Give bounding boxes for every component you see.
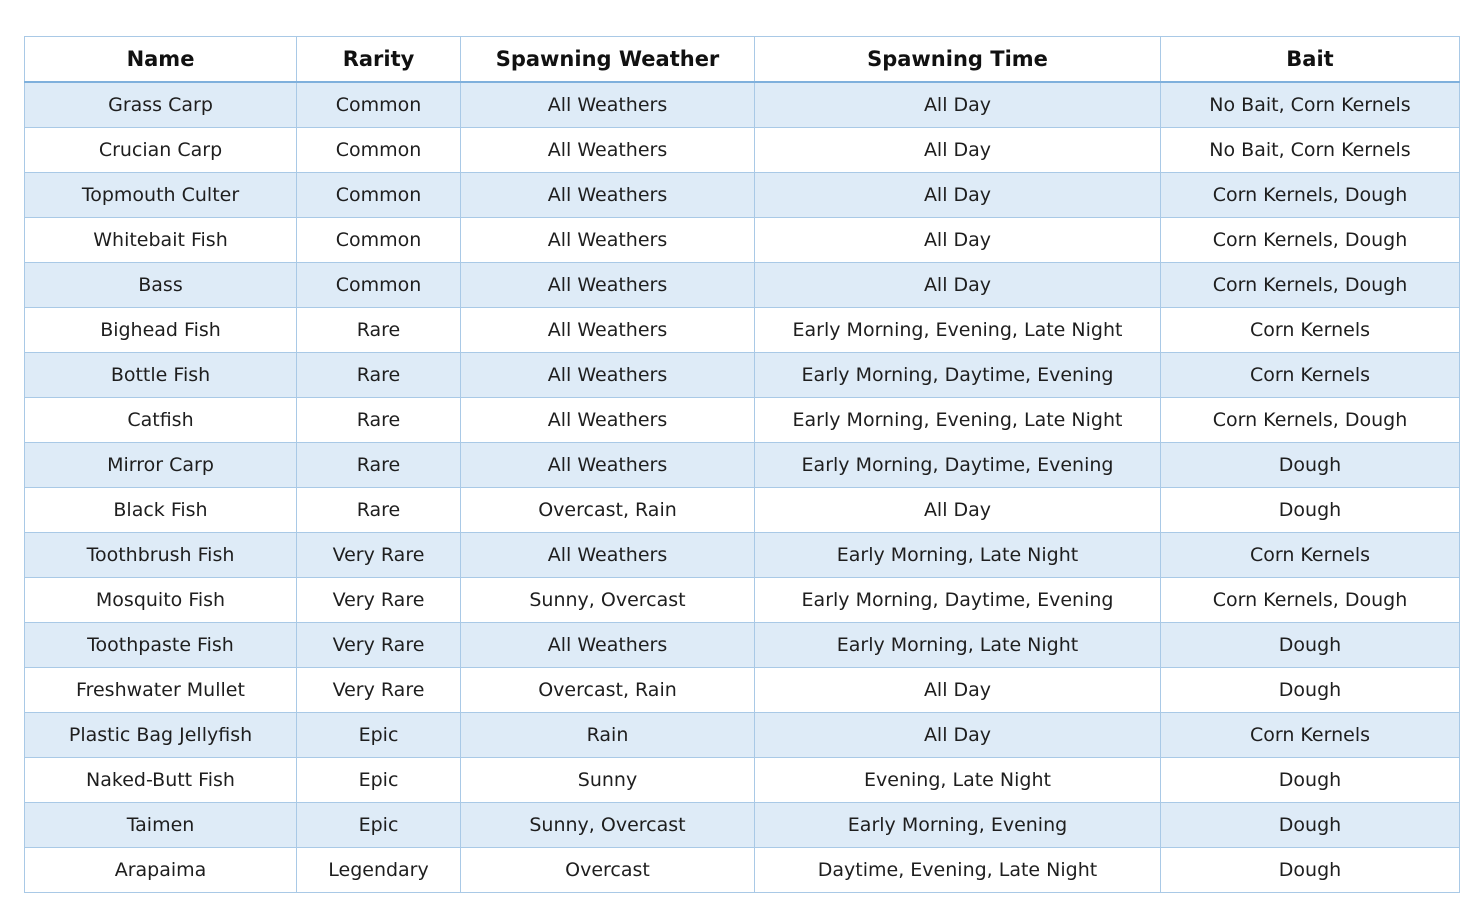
table-row xyxy=(25,218,1460,263)
cell-spawning-time: All Day xyxy=(755,713,1161,758)
table-header xyxy=(25,37,1460,83)
cell-spawning-time: Early Morning, Evening, Late Night xyxy=(755,398,1161,443)
cell-spawning-weather: All Weathers xyxy=(461,353,755,398)
cell-bait: Dough xyxy=(1161,848,1460,893)
table-row xyxy=(25,488,1460,533)
cell-name: Taimen xyxy=(25,803,297,848)
cell-spawning-time: Early Morning, Late Night xyxy=(755,533,1161,578)
cell-bait: Dough xyxy=(1161,488,1460,533)
cell-name: Catfish xyxy=(25,398,297,443)
cell-spawning-time: Evening, Late Night xyxy=(755,758,1161,803)
cell-name: Plastic Bag Jellyfish xyxy=(25,713,297,758)
cell-name: Arapaima xyxy=(25,848,297,893)
header-spawning-time: Spawning Time xyxy=(755,37,1161,83)
cell-spawning-time: Early Morning, Evening, Late Night xyxy=(755,308,1161,353)
cell-spawning-weather: Overcast xyxy=(461,848,755,893)
cell-spawning-weather: All Weathers xyxy=(461,128,755,173)
cell-rarity: Common xyxy=(297,82,461,128)
cell-name: Crucian Carp xyxy=(25,128,297,173)
cell-spawning-weather: Sunny, Overcast xyxy=(461,578,755,623)
cell-spawning-time: All Day xyxy=(755,128,1161,173)
cell-bait: Corn Kernels xyxy=(1161,713,1460,758)
cell-name: Naked-Butt Fish xyxy=(25,758,297,803)
cell-bait: Dough xyxy=(1161,443,1460,488)
cell-bait: Corn Kernels, Dough xyxy=(1161,218,1460,263)
header-bait: Bait xyxy=(1161,37,1460,83)
cell-bait: No Bait, Corn Kernels xyxy=(1161,128,1460,173)
cell-spawning-weather: All Weathers xyxy=(461,398,755,443)
cell-bait: Corn Kernels, Dough xyxy=(1161,578,1460,623)
cell-name: Mirror Carp xyxy=(25,443,297,488)
cell-spawning-weather: Rain xyxy=(461,713,755,758)
header-row xyxy=(25,37,1460,83)
cell-name: Bottle Fish xyxy=(25,353,297,398)
cell-rarity: Very Rare xyxy=(297,533,461,578)
cell-rarity: Common xyxy=(297,218,461,263)
cell-rarity: Rare xyxy=(297,308,461,353)
table-row xyxy=(25,173,1460,218)
cell-spawning-time: All Day xyxy=(755,82,1161,128)
cell-spawning-weather: All Weathers xyxy=(461,308,755,353)
cell-rarity: Common xyxy=(297,263,461,308)
cell-rarity: Epic xyxy=(297,803,461,848)
cell-spawning-weather: All Weathers xyxy=(461,533,755,578)
header-rarity: Rarity xyxy=(297,37,461,83)
cell-spawning-weather: All Weathers xyxy=(461,173,755,218)
cell-name: Whitebait Fish xyxy=(25,218,297,263)
cell-spawning-time: All Day xyxy=(755,668,1161,713)
fish-table xyxy=(24,36,1460,893)
table-row xyxy=(25,758,1460,803)
cell-spawning-weather: Overcast, Rain xyxy=(461,668,755,713)
cell-rarity: Rare xyxy=(297,398,461,443)
table-row xyxy=(25,533,1460,578)
cell-spawning-time: All Day xyxy=(755,263,1161,308)
cell-rarity: Very Rare xyxy=(297,623,461,668)
cell-spawning-weather: Sunny xyxy=(461,758,755,803)
cell-bait: Corn Kernels, Dough xyxy=(1161,173,1460,218)
cell-spawning-time: All Day xyxy=(755,488,1161,533)
table-row xyxy=(25,578,1460,623)
cell-bait: Dough xyxy=(1161,668,1460,713)
cell-spawning-weather: All Weathers xyxy=(461,82,755,128)
cell-name: Toothpaste Fish xyxy=(25,623,297,668)
table-body xyxy=(25,82,1460,893)
cell-rarity: Common xyxy=(297,173,461,218)
cell-bait: Corn Kernels, Dough xyxy=(1161,263,1460,308)
table-row xyxy=(25,803,1460,848)
cell-rarity: Rare xyxy=(297,488,461,533)
table-row xyxy=(25,353,1460,398)
cell-bait: Dough xyxy=(1161,803,1460,848)
table-row xyxy=(25,128,1460,173)
cell-bait: Corn Kernels, Dough xyxy=(1161,398,1460,443)
cell-bait: Corn Kernels xyxy=(1161,353,1460,398)
cell-rarity: Very Rare xyxy=(297,578,461,623)
cell-name: Freshwater Mullet xyxy=(25,668,297,713)
table-row xyxy=(25,623,1460,668)
table-row xyxy=(25,308,1460,353)
cell-bait: Dough xyxy=(1161,758,1460,803)
cell-spawning-weather: All Weathers xyxy=(461,218,755,263)
cell-bait: Dough xyxy=(1161,623,1460,668)
table-row xyxy=(25,668,1460,713)
table-row xyxy=(25,443,1460,488)
table-row xyxy=(25,263,1460,308)
cell-spawning-weather: All Weathers xyxy=(461,443,755,488)
table-row xyxy=(25,82,1460,128)
fish-table-container xyxy=(24,36,1459,893)
cell-rarity: Common xyxy=(297,128,461,173)
cell-spawning-time: Early Morning, Daytime, Evening xyxy=(755,578,1161,623)
cell-rarity: Legendary xyxy=(297,848,461,893)
table-row xyxy=(25,398,1460,443)
cell-bait: Corn Kernels xyxy=(1161,308,1460,353)
cell-spawning-weather: All Weathers xyxy=(461,263,755,308)
cell-bait: Corn Kernels xyxy=(1161,533,1460,578)
table-row xyxy=(25,713,1460,758)
cell-rarity: Rare xyxy=(297,443,461,488)
table-row xyxy=(25,848,1460,893)
cell-spawning-time: Early Morning, Evening xyxy=(755,803,1161,848)
cell-name: Black Fish xyxy=(25,488,297,533)
cell-name: Topmouth Culter xyxy=(25,173,297,218)
cell-rarity: Very Rare xyxy=(297,668,461,713)
cell-name: Bighead Fish xyxy=(25,308,297,353)
cell-spawning-weather: Sunny, Overcast xyxy=(461,803,755,848)
cell-rarity: Epic xyxy=(297,758,461,803)
cell-spawning-weather: Overcast, Rain xyxy=(461,488,755,533)
cell-spawning-time: Daytime, Evening, Late Night xyxy=(755,848,1161,893)
cell-bait: No Bait, Corn Kernels xyxy=(1161,82,1460,128)
cell-rarity: Epic xyxy=(297,713,461,758)
cell-spawning-time: All Day xyxy=(755,218,1161,263)
cell-rarity: Rare xyxy=(297,353,461,398)
cell-name: Mosquito Fish xyxy=(25,578,297,623)
header-spawning-weather: Spawning Weather xyxy=(461,37,755,83)
cell-spawning-time: Early Morning, Daytime, Evening xyxy=(755,353,1161,398)
cell-spawning-weather: All Weathers xyxy=(461,623,755,668)
cell-spawning-time: All Day xyxy=(755,173,1161,218)
header-name: Name xyxy=(25,37,297,83)
cell-spawning-time: Early Morning, Late Night xyxy=(755,623,1161,668)
cell-spawning-time: Early Morning, Daytime, Evening xyxy=(755,443,1161,488)
cell-name: Toothbrush Fish xyxy=(25,533,297,578)
cell-name: Grass Carp xyxy=(25,82,297,128)
cell-name: Bass xyxy=(25,263,297,308)
